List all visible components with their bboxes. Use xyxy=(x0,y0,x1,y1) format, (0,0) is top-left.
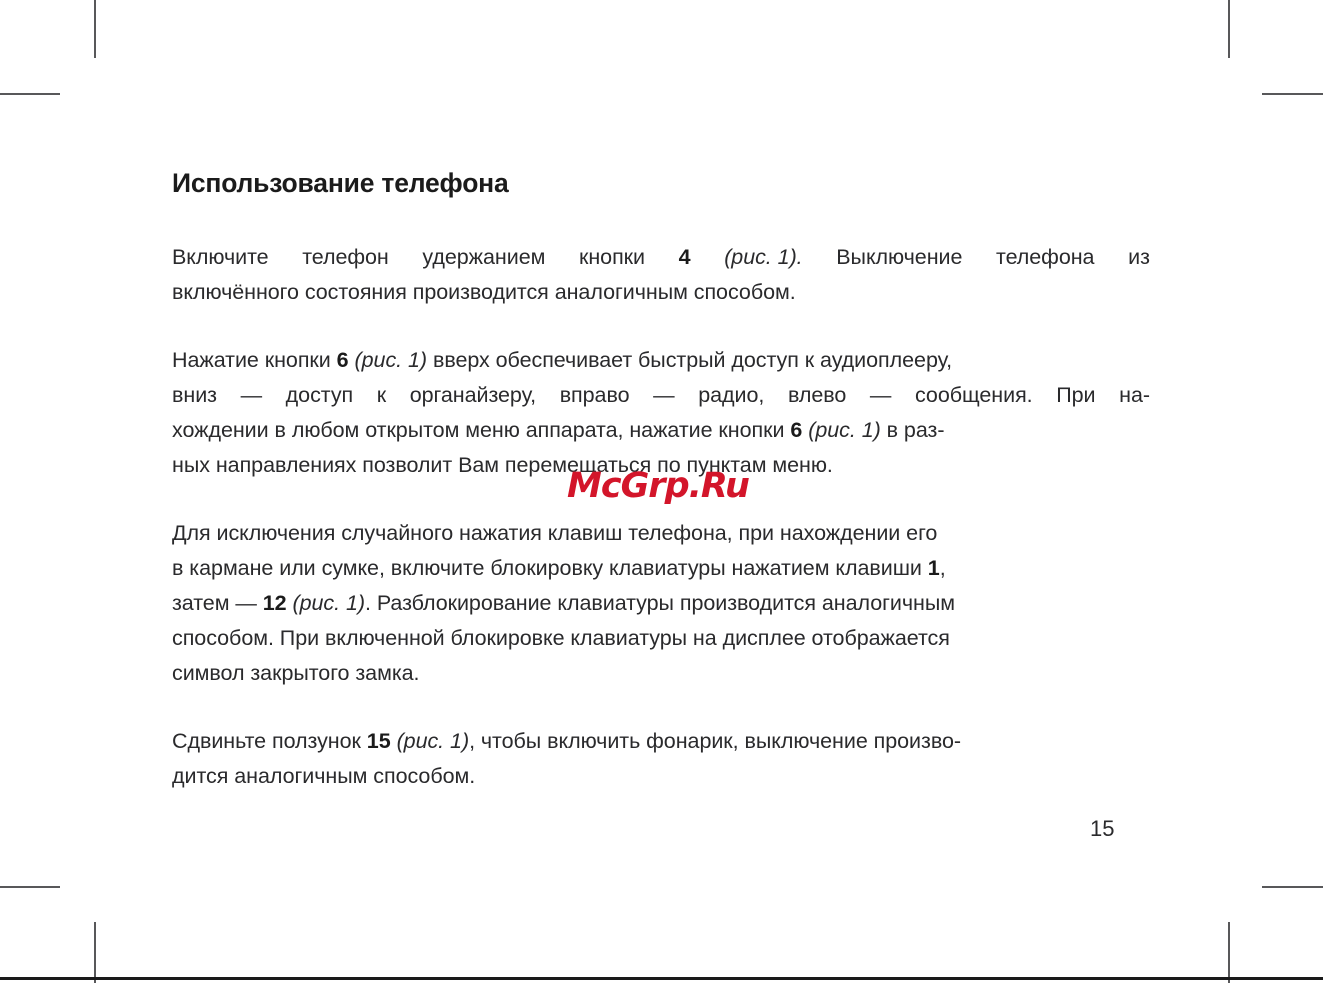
text-word xyxy=(836,240,962,275)
text-line xyxy=(172,240,1150,275)
text-word xyxy=(579,240,645,275)
paragraph xyxy=(172,724,1150,794)
text-run: . Разблокирование клавиатуры производится аналогичным xyxy=(365,591,955,616)
text-word xyxy=(241,378,262,413)
text-run: Включите xyxy=(172,245,269,270)
paragraph xyxy=(172,240,1150,310)
text-word xyxy=(996,240,1094,275)
text-run: к xyxy=(376,383,387,408)
text-run: радио, xyxy=(698,383,765,408)
text-line xyxy=(172,378,1150,413)
paragraph xyxy=(172,516,1150,691)
text-run: сообщения. xyxy=(914,383,1033,408)
text-run: Выключение xyxy=(836,245,963,270)
bold-reference-number: 6 xyxy=(790,418,803,443)
crop-mark-bottom-left-horizontal xyxy=(0,886,60,888)
crop-mark-bottom-right-vertical xyxy=(1228,922,1230,983)
bold-reference-number: 6 xyxy=(336,348,349,373)
page-number: 15 xyxy=(1090,816,1115,841)
text-line xyxy=(172,343,1150,378)
text-run: удержанием xyxy=(422,245,546,270)
text-run: , чтобы включить фонарик, выключение произво- xyxy=(469,729,961,754)
bold-reference-number: 12 xyxy=(262,591,287,616)
bold-reference-number: 4 xyxy=(678,245,691,270)
text-run: — xyxy=(653,383,675,408)
text-run: телефона xyxy=(996,245,1095,270)
figure-reference: (рис. 1) xyxy=(354,348,428,373)
text-line xyxy=(172,724,1150,759)
figure-reference: (рис. 1). xyxy=(724,245,803,270)
text-word xyxy=(377,378,386,413)
figure-reference: (рис. 1) xyxy=(808,418,881,443)
text-run: кнопки xyxy=(578,245,645,270)
text-run: в раз- xyxy=(880,418,945,443)
text-run: вправо xyxy=(559,383,630,408)
bold-reference-number: 1 xyxy=(927,556,940,581)
text-run: органайзеру, xyxy=(409,383,537,408)
text-word xyxy=(1128,240,1150,275)
text-run: телефон xyxy=(302,245,389,270)
text-word xyxy=(653,378,674,413)
text-run: вверх обеспечивает быстрый доступ к аудиоплееру, xyxy=(427,348,953,373)
text-line xyxy=(172,551,1150,586)
text-line: символ закрытого замка. xyxy=(172,661,420,686)
text-run: влево xyxy=(787,383,847,408)
text-word xyxy=(422,240,545,275)
text-run: — xyxy=(240,383,263,408)
text-word xyxy=(698,378,764,413)
text-run: затем — xyxy=(172,591,263,616)
text-run: — xyxy=(869,383,892,408)
paragraph xyxy=(172,343,1150,483)
text-line: ных направлениях позволит Вам перемещаться по пунктам меню. xyxy=(172,453,833,478)
text-word xyxy=(1056,378,1095,413)
text-word xyxy=(286,378,353,413)
text-run: Сдвиньте ползунок xyxy=(172,729,367,754)
text-line xyxy=(172,586,1150,621)
crop-mark-top-left-horizontal xyxy=(0,93,60,95)
text-run: в кармане или сумке, включите блокировку клавиатуры нажатием клавиши xyxy=(172,556,928,581)
text-word xyxy=(410,378,536,413)
text-line xyxy=(172,413,1150,448)
crop-mark-bottom-right-horizontal xyxy=(1262,886,1323,888)
page-title: Использование телефона xyxy=(172,168,509,198)
text-word xyxy=(870,378,891,413)
text-word xyxy=(172,240,269,275)
text-line: способом. При включенной блокировке клавиатуры на дисплее отображается xyxy=(172,626,950,651)
figure-reference: (рис. 1) xyxy=(292,591,365,616)
text-run: , xyxy=(939,556,946,581)
text-run: хождении в любом открытом меню аппарата, нажатие кнопки xyxy=(172,418,791,443)
text-word xyxy=(1119,378,1150,413)
figure-reference: (рис. 1) xyxy=(396,729,470,754)
text-word xyxy=(302,240,389,275)
text-line: Для исключения случайного нажатия клавиш телефона, при нахождении его xyxy=(172,521,938,546)
page-content xyxy=(172,168,1150,794)
text-line: включённого состояния производится аналогичным способом. xyxy=(172,280,796,305)
text-run: Нажатие кнопки xyxy=(172,348,337,373)
text-run: вниз xyxy=(172,383,217,408)
text-run: на- xyxy=(1119,383,1150,408)
text-word xyxy=(915,378,1033,413)
text-word xyxy=(679,240,691,275)
body-text xyxy=(172,240,1150,794)
text-line: дится аналогичным способом. xyxy=(172,764,476,789)
text-word xyxy=(172,378,217,413)
text-word xyxy=(560,378,630,413)
crop-mark-top-right-vertical xyxy=(1228,0,1230,58)
crop-mark-top-right-horizontal xyxy=(1262,93,1323,95)
text-run: доступ xyxy=(285,383,354,408)
watermark-mcgrp: McGrp.Ru xyxy=(567,466,749,506)
text-run: При xyxy=(1056,383,1096,408)
text-run: из xyxy=(1128,245,1150,270)
sheet-bottom-trim-line xyxy=(0,977,1323,980)
text-word xyxy=(788,378,846,413)
bold-reference-number: 15 xyxy=(366,729,391,754)
crop-mark-bottom-left-vertical xyxy=(94,922,96,983)
text-word xyxy=(724,240,802,275)
crop-mark-top-left-vertical xyxy=(94,0,96,58)
